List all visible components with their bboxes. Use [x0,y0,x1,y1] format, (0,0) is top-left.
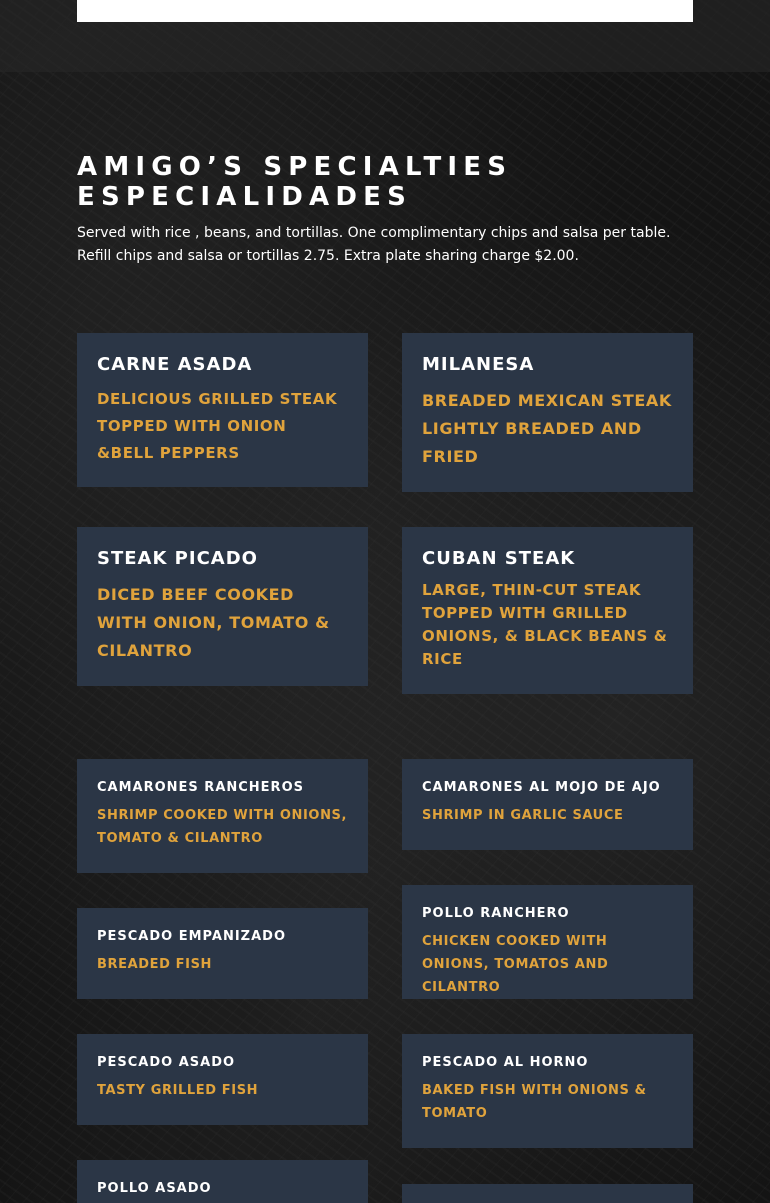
menu-item-cuban-steak [402,527,693,694]
menu-item-pescado-asado [77,1034,368,1125]
menu-item-description: BAKED FISH WITH ONIONS & TOMATO [422,1083,647,1121]
menu-item-title: CAMARONES RANCHEROS [97,780,304,795]
menu-item-description: TASTY GRILLED FISH [97,1083,259,1098]
menu-item-description: SHRIMP COOKED WITH ONIONS, TOMATO & CILANTRO [97,808,348,846]
menu-item-milanesa [402,333,693,492]
heading-line-1: AMIGO’S SPECIALTIES [77,152,513,182]
menu-item-camarones-rancheros [77,759,368,873]
menu-item-title: CAMARONES AL MOJO DE AJO [422,780,661,795]
menu-item-description: BREADED FISH [97,957,213,972]
menu-item-pollo-asado [77,1160,368,1203]
menu-item-title: MILANESA [422,354,535,375]
menu-item-title: CARNE ASADA [97,354,253,375]
menu-item-camarones-al-mojo-de-ajo [402,759,693,850]
menu-item-description: DICED BEEF COOKED WITH ONION, TOMATO & CILANTRO [97,585,330,660]
menu-item-title: CUBAN STEAK [422,548,576,569]
menu-item-description: LARGE, THIN-CUT STEAK TOPPED WITH GRILLED ONIONS, & BLACK BEANS & RICE [422,581,668,668]
menu-item-description: BREADED MEXICAN STEAK LIGHTLY BREADED AND FRIED [422,391,672,466]
menu-item-description: CHICKEN COOKED WITH ONIONS, TOMATOS AND CILANTRO [422,934,609,995]
menu-item-pescado-al-horno [402,1034,693,1148]
menu-item-steak-picado [77,527,368,686]
menu-item-title: STEAK PICADO [97,548,258,569]
section-heading [77,152,697,212]
menu-item-partial-card [402,1184,693,1203]
menu-item-pescado-empanizado [77,908,368,999]
menu-item-title: POLLO RANCHERO [422,906,570,921]
menu-item-description: SHRIMP IN GARLIC SAUCE [422,808,624,823]
section-intro: Served with rice , beans, and tortillas. One complimentary chips and salsa per table. Refill chips and salsa or tortillas 2.75. Extra plate sharing charge $2.00. [77,225,671,264]
menu-item-title: PESCADO AL HORNO [422,1055,589,1070]
menu-item-description: DELICIOUS GRILLED STEAK TOPPED WITH ONION &BELL PEPPERS [97,390,338,462]
menu-item-title: PESCADO ASADO [97,1055,236,1070]
menu-item-title: POLLO ASADO [97,1181,212,1196]
menu-item-carne-asada [77,333,368,487]
menu-item-pollo-ranchero [402,885,693,999]
menu-item-title: PESCADO EMPANIZADO [97,929,286,944]
heading-line-2: ESPECIALIDADES [77,182,412,212]
top-white-card [77,0,693,22]
